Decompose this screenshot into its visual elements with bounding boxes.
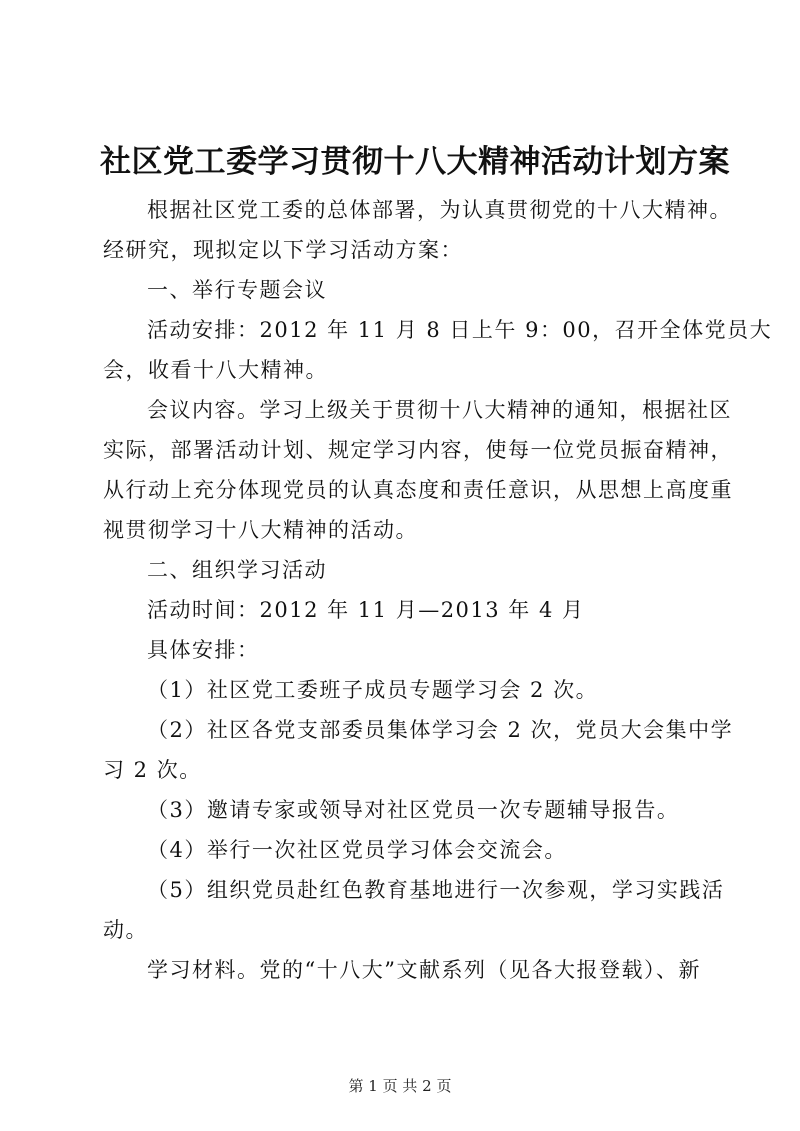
paragraph-line: 具体安排： <box>147 638 260 662</box>
section-heading: 二、组织学习活动 <box>147 558 327 582</box>
paragraph-line: 会议内容。学习上级关于贯彻十八大精神的通知，根据社区 <box>147 398 732 422</box>
document-body <box>103 190 773 990</box>
list-item-continuation: 动。 <box>103 918 148 942</box>
list-item: （1）社区党工委班子成员专题学习会 2 次。 <box>147 678 599 702</box>
page-footer: 第 1 页 共 2 页 <box>348 1077 452 1095</box>
paragraph-line: 学习材料。党的“十八大”文献系列（见各大报登载）、新 <box>147 958 701 982</box>
list-item: （5）组织党员赴红色教育基地进行一次参观，学习实践活 <box>147 878 725 902</box>
list-item-continuation: 习 2 次。 <box>103 758 202 782</box>
paragraph-line: 活动时间：2012 年 11 月—2013 年 4 月 <box>147 598 585 622</box>
paragraph-line: 活动安排：2012 年 11 月 8 日上午 9：00，召开全体党员大 <box>147 318 773 342</box>
section-heading: 一、举行专题会议 <box>147 278 327 302</box>
paragraph-line: 实际，部署活动计划、规定学习内容，使每一位党员振奋精神， <box>103 438 733 462</box>
document-title: 社区党工委学习贯彻十八大精神活动计划方案 <box>100 144 730 180</box>
paragraph-line: 经研究，现拟定以下学习活动方案： <box>103 238 463 262</box>
paragraph-line: 根据社区党工委的总体部署，为认真贯彻党的十八大精神。 <box>147 198 732 222</box>
paragraph-line: 会，收看十八大精神。 <box>103 358 328 382</box>
list-item: （4）举行一次社区党员学习体会交流会。 <box>147 838 567 862</box>
list-item: （3）邀请专家或领导对社区党员一次专题辅导报告。 <box>147 798 680 822</box>
list-item: （2）社区各党支部委员集体学习会 2 次，党员大会集中学 <box>147 718 734 742</box>
paragraph-line: 从行动上充分体现党员的认真态度和责任意识，从思想上高度重 <box>103 478 733 502</box>
paragraph-line: 视贯彻学习十八大精神的活动。 <box>103 518 418 542</box>
